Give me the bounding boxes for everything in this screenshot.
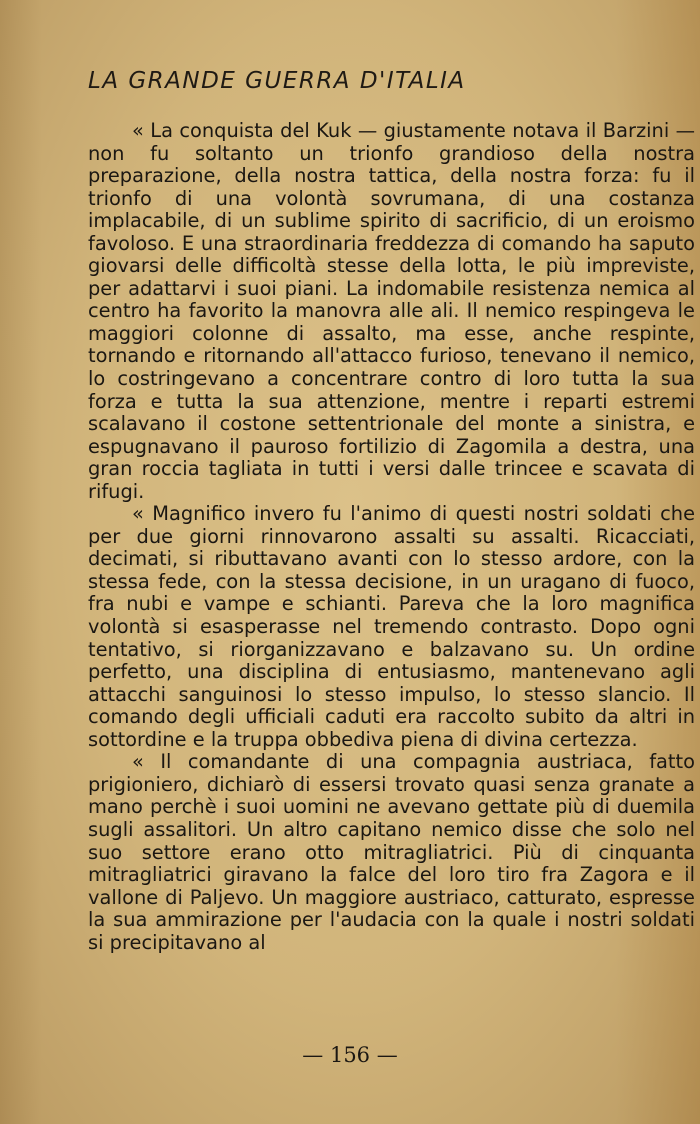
paragraph-2: « Magnifico invero fu l'animo di questi nostri soldati che per due giorni rinnovarono assalti su assalti. Ricacciati, decimati, si ributtavano avanti con lo stesso ardore, con la stessa fede, con la stessa decisione, in un uragano di fuoco, fra nubi e vampe e schianti. Pareva che la loro magnifica volontà si esasperasse nel tremendo contrasto. Dopo ogni tentativo, si riorganizzavano e balzavano su. Un ordine perfetto, una disciplina di entusiasmo, mantenevano agli attacchi sanguinosi lo stesso impulso, lo stesso slancio. Il comando degli ufficiali caduti era raccolto subito da altri in sottordine e la truppa obbediva piena di divina certezza. <box>88 502 695 751</box>
paragraph-3: « Il comandante di una compagnia austriaca, fatto prigioniero, dichiarò di essersi trovato quasi senza granate a mano perchè i suoi uomini ne avevano gettate più di duemila sugli assalitori. Un altro capitano nemico disse che solo nel suo settore erano otto mitragliatrici. Più di cinquanta mitragliatrici giravano la falce del loro tiro fra Zagora e il vallone di Paljevo. Un maggiore austriaco, catturato, espresse la sua ammirazione per l'audacia con la quale i nostri soldati si precipitavano al <box>88 750 695 954</box>
body-text <box>88 120 695 954</box>
page-number: — 156 — <box>302 1043 398 1067</box>
paragraph-1: « La conquista del Kuk — giustamente notava il Barzini — non fu soltanto un trionfo grandioso della nostra preparazione, della nostra tattica, della nostra forza: fu il trionfo di una volontà sovrumana, di una costanza implacabile, di un sublime spirito di sacrificio, di un eroismo favoloso. E una straordinaria freddezza di comando ha saputo giovarsi delle difficoltà stesse della lotta, le più impreviste, per adattarvi i suoi piani. La indomabile resistenza nemica al centro ha favorito la manovra alle ali. Il nemico respingeva le maggiori colonne di assalto, ma esse, anche respinte, tornando e ritornando all'attacco furioso, tenevano il nemico, lo costringevano a concentrare contro di loro tutta la sua forza e tutta la sua attenzione, mentre i reparti estremi scalavano il costone settentrionale del monte a sinistra, e espugnavano il pauroso fortilizio di Zagomila a destra, una gran roccia tagliata in tutti i versi dalle trincee e scavata di rifugi. <box>88 119 695 503</box>
running-head: LA GRANDE GUERRA D'ITALIA <box>88 68 466 94</box>
